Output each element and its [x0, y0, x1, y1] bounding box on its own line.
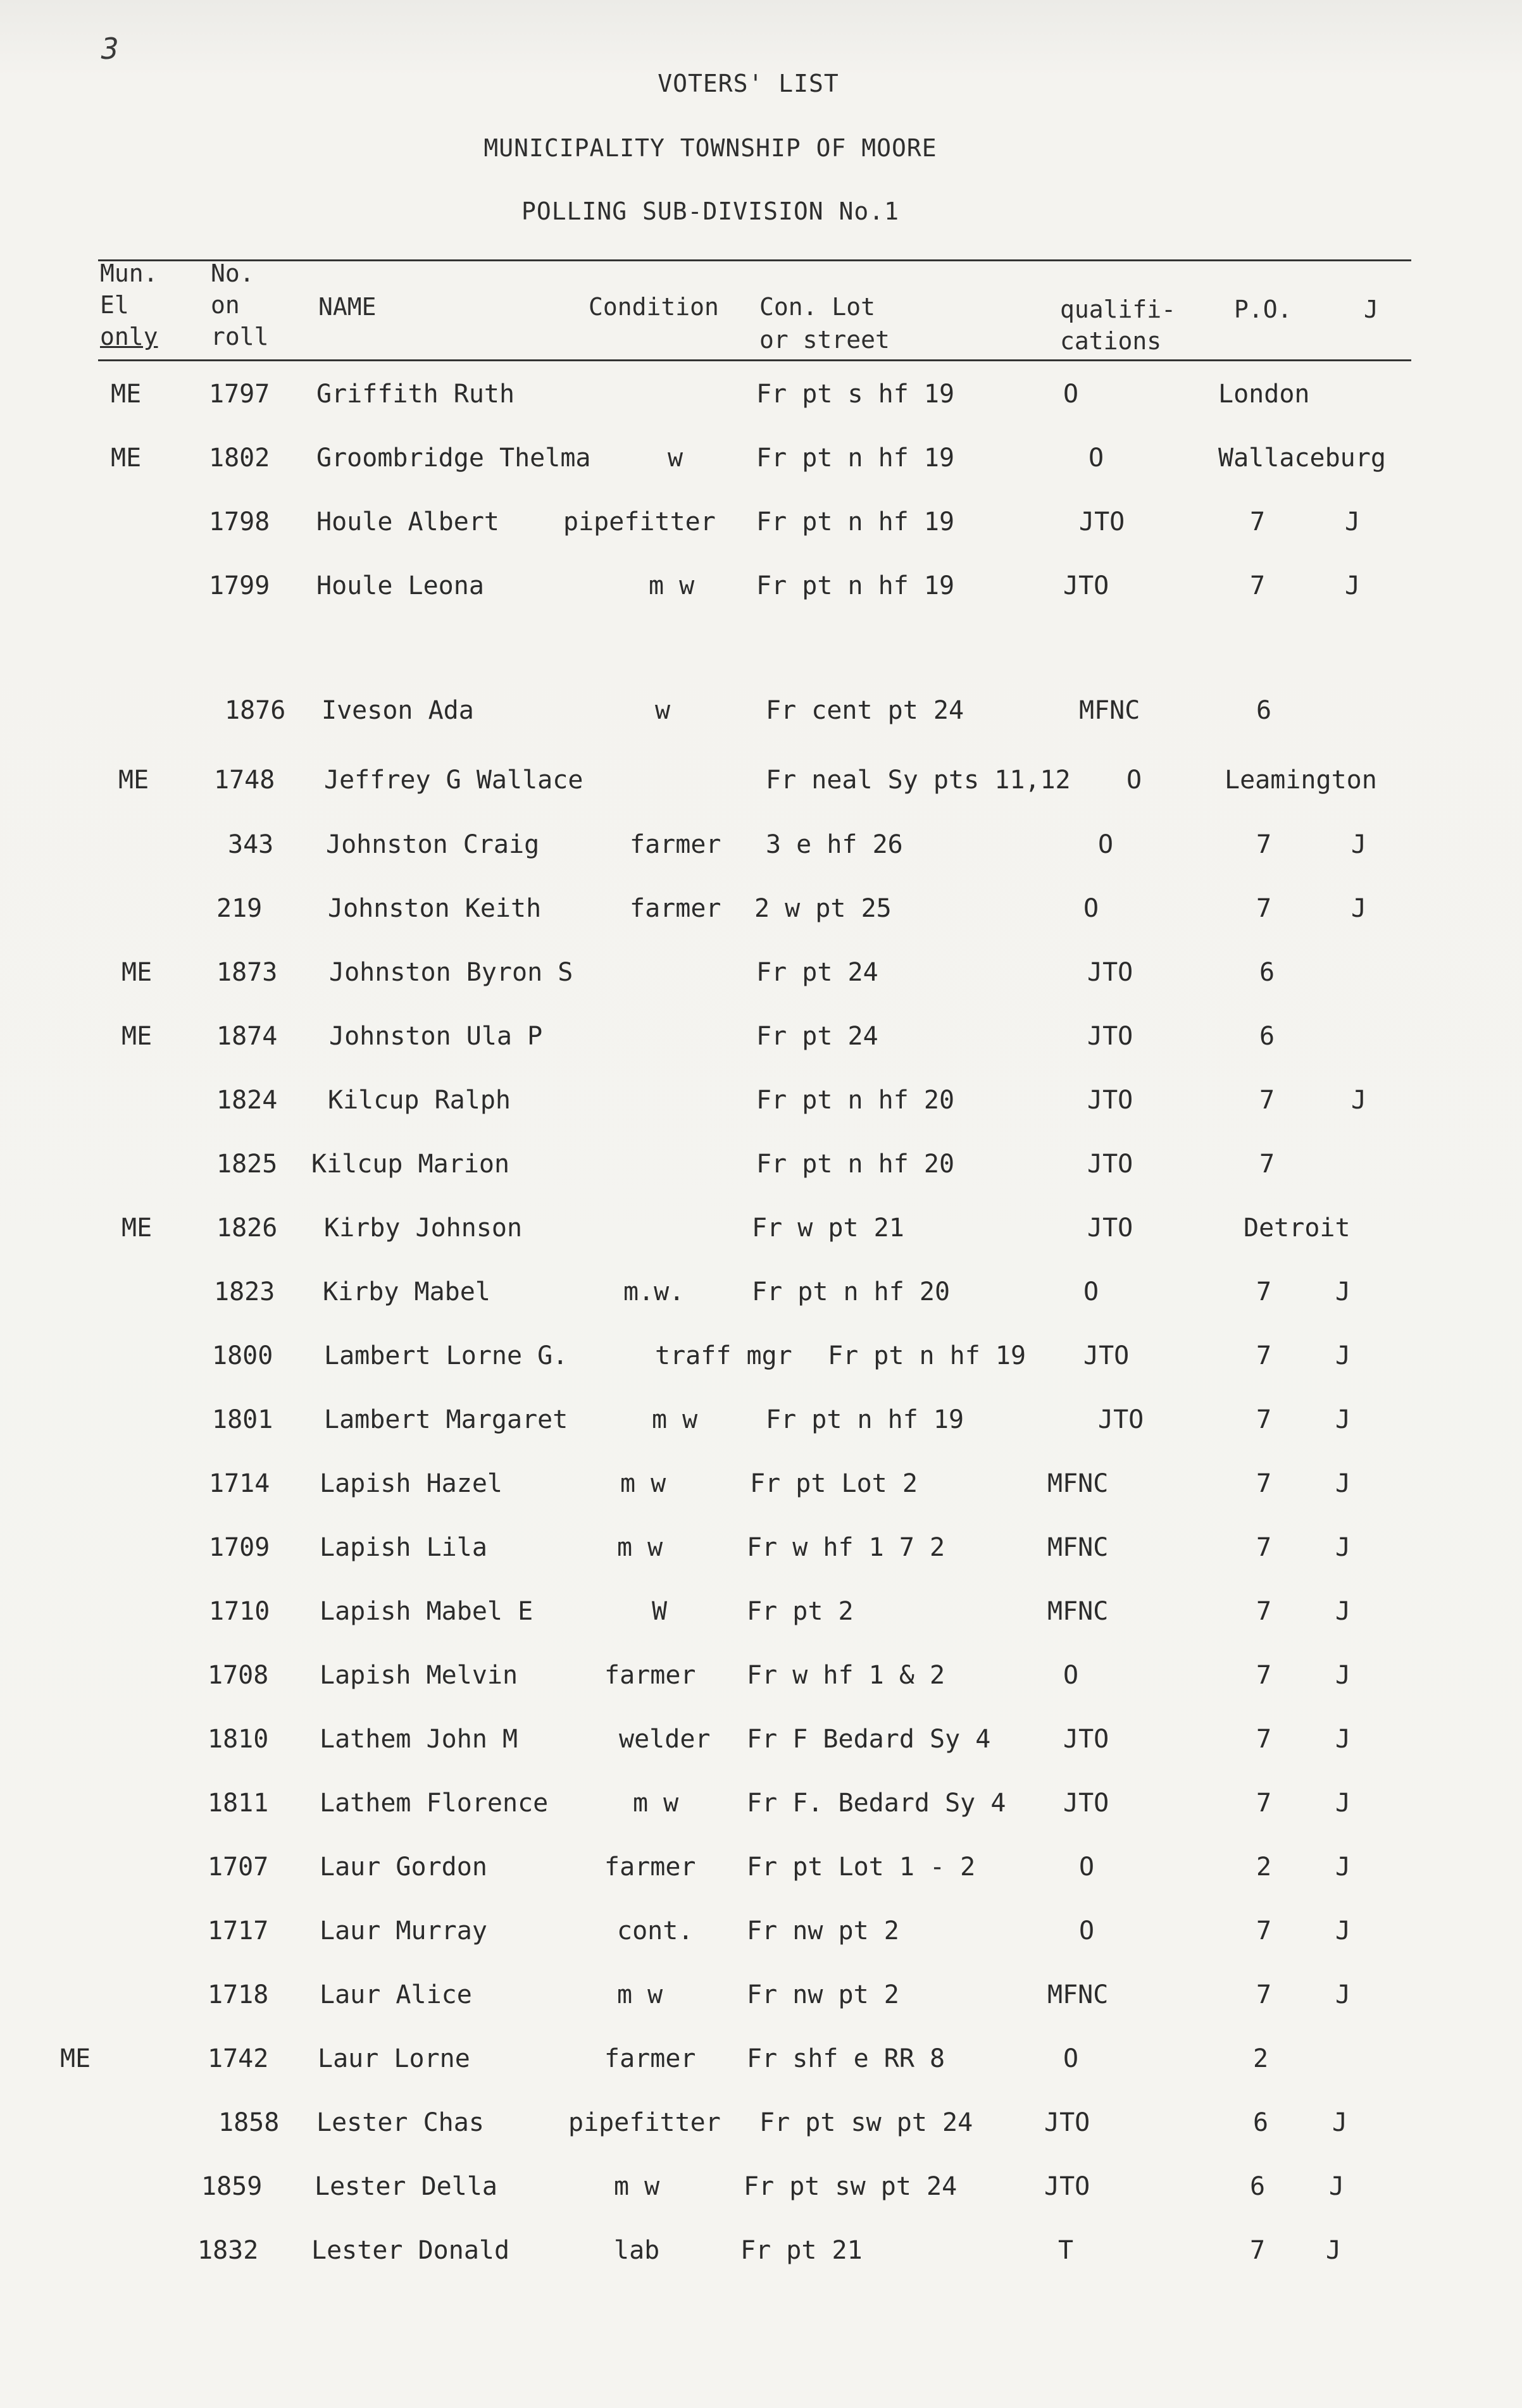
post-office-cell: 6	[1253, 2108, 1269, 2137]
name-cell: Lapish Lila	[320, 1533, 487, 1562]
lot-cell: Fr pt n hf 19	[756, 507, 955, 537]
header-bottom-rule	[98, 359, 1411, 361]
name-cell: Kilcup Marion	[311, 1150, 510, 1179]
name-cell: Laur Murray	[320, 1916, 487, 1946]
j-cell: J	[1335, 1725, 1351, 1754]
j-cell: J	[1335, 1597, 1351, 1626]
lot-cell: Fr pt 2	[747, 1597, 854, 1626]
post-office-cell: 7	[1256, 1597, 1272, 1626]
lot-cell: Fr w hf 1 & 2	[747, 1661, 945, 1690]
me-cell: ME	[111, 380, 142, 409]
j-cell: J	[1335, 1469, 1351, 1498]
name-cell: Lapish Mabel E	[320, 1597, 533, 1626]
lot-cell: Fr pt s hf 19	[756, 380, 955, 409]
condition-cell: m w	[633, 1789, 679, 1818]
roll-number-cell: 1802	[209, 444, 270, 473]
name-cell: Houle Albert	[316, 507, 499, 537]
roll-number-cell: 1823	[214, 1277, 275, 1306]
name-cell: Lester Donald	[311, 2236, 510, 2265]
post-office-cell: 7	[1256, 894, 1272, 923]
header-qual-line1: qualifi-	[1060, 295, 1176, 323]
post-office-cell: 2	[1256, 1853, 1272, 1882]
title-voters-list: VOTERS' LIST	[658, 70, 839, 97]
qualification-cell: O	[1079, 1916, 1095, 1946]
name-cell: Lathem Florence	[320, 1789, 549, 1818]
lot-cell: Fr pt Lot 1 - 2	[747, 1853, 976, 1882]
qualification-cell: JTO	[1063, 1789, 1109, 1818]
qualification-cell: JTO	[1044, 2172, 1090, 2201]
post-office-cell: Wallaceburg	[1218, 444, 1386, 473]
j-cell: J	[1351, 1086, 1367, 1115]
lot-cell: Fr nw pt 2	[747, 1980, 899, 2009]
post-office-cell: 7	[1256, 1277, 1272, 1306]
table-row	[0, 958, 1522, 1015]
lot-cell: 2 w pt 25	[754, 894, 892, 923]
table-row	[0, 2108, 1522, 2165]
name-cell: Kilcup Ralph	[328, 1086, 511, 1115]
table-row	[0, 1150, 1522, 1207]
condition-cell: m.w.	[623, 1277, 685, 1306]
name-cell: Lathem John M	[320, 1725, 518, 1754]
me-cell: ME	[122, 1022, 153, 1051]
condition-cell: lab	[614, 2236, 660, 2265]
header-no-line1: No.	[211, 259, 254, 287]
roll-number-cell: 1742	[208, 2044, 269, 2073]
post-office-cell: 7	[1259, 1086, 1275, 1115]
qualification-cell: JTO	[1044, 2108, 1090, 2137]
lot-cell: Fr F. Bedard Sy 4	[747, 1789, 1006, 1818]
j-cell: J	[1329, 2172, 1345, 2201]
roll-number-cell: 1873	[216, 958, 278, 987]
roll-number-cell: 1826	[216, 1213, 278, 1243]
table-row	[0, 696, 1522, 753]
lot-cell: Fr F Bedard Sy 4	[747, 1725, 991, 1754]
condition-cell: m w	[614, 2172, 660, 2201]
lot-cell: 3 e hf 26	[766, 830, 903, 859]
qualification-cell: MFNC	[1047, 1980, 1109, 2009]
lot-cell: Fr pt n hf 19	[828, 1341, 1026, 1370]
j-cell: J	[1351, 894, 1367, 923]
table-row	[0, 1853, 1522, 1909]
j-cell: J	[1335, 1533, 1351, 1562]
post-office-cell: 7	[1256, 1533, 1272, 1562]
name-cell: Laur Lorne	[318, 2044, 470, 2073]
roll-number-cell: 1714	[209, 1469, 270, 1498]
roll-number-cell: 1799	[209, 571, 270, 600]
j-cell: J	[1326, 2236, 1342, 2265]
post-office-cell: Leamington	[1225, 766, 1377, 795]
qualification-cell: O	[1098, 830, 1114, 859]
post-office-cell: 6	[1250, 2172, 1266, 2201]
table-row	[0, 1086, 1522, 1143]
post-office-cell: 7	[1250, 571, 1266, 600]
header-lot-line1: Con. Lot	[759, 293, 876, 321]
header-no-line3: roll	[211, 323, 269, 351]
condition-cell: farmer	[604, 1853, 696, 1882]
table-row	[0, 1341, 1522, 1398]
condition-cell: pipefitter	[563, 507, 716, 537]
post-office-cell: 7	[1256, 1405, 1272, 1434]
table-row	[0, 1533, 1522, 1590]
qualification-cell: O	[1083, 894, 1099, 923]
condition-cell: farmer	[604, 1661, 696, 1690]
name-cell: Lapish Melvin	[320, 1661, 518, 1690]
header-no-line2: on	[211, 291, 240, 319]
qualification-cell: MFNC	[1047, 1469, 1109, 1498]
condition-cell: pipefitter	[568, 2108, 721, 2137]
condition-cell: cont.	[617, 1916, 694, 1946]
roll-number-cell: 1832	[197, 2236, 259, 2265]
table-row	[0, 1213, 1522, 1270]
qualification-cell: T	[1058, 2236, 1074, 2265]
table-row	[0, 507, 1522, 564]
condition-cell: farmer	[630, 830, 721, 859]
j-cell: J	[1345, 571, 1361, 600]
table-row	[0, 571, 1522, 628]
name-cell: Iveson Ada	[321, 696, 474, 725]
table-row	[0, 1661, 1522, 1718]
name-cell: Johnston Craig	[326, 830, 540, 859]
j-cell: J	[1335, 1853, 1351, 1882]
qualification-cell: JTO	[1063, 1725, 1109, 1754]
post-office-cell: 6	[1256, 696, 1272, 725]
roll-number-cell: 1718	[208, 1980, 269, 2009]
name-cell: Johnston Keith	[328, 894, 542, 923]
qualification-cell: O	[1063, 2044, 1079, 2073]
condition-cell: welder	[619, 1725, 711, 1754]
table-row	[0, 1405, 1522, 1462]
j-cell: J	[1335, 1277, 1351, 1306]
me-cell: ME	[122, 958, 153, 987]
table-row	[0, 830, 1522, 887]
j-cell: J	[1335, 1789, 1351, 1818]
qualification-cell: JTO	[1087, 1213, 1133, 1243]
lot-cell: Fr pt n hf 19	[756, 571, 955, 600]
lot-cell: Fr pt sw pt 24	[759, 2108, 973, 2137]
qualification-cell: JTO	[1087, 1022, 1133, 1051]
roll-number-cell: 219	[216, 894, 263, 923]
lot-cell: Fr w hf 1 7 2	[747, 1533, 945, 1562]
table-row	[0, 2044, 1522, 2101]
header-top-rule	[98, 259, 1411, 261]
j-cell: J	[1335, 1980, 1351, 2009]
table-row	[0, 1022, 1522, 1079]
table-row	[0, 1789, 1522, 1846]
qualification-cell: O	[1063, 380, 1079, 409]
roll-number-cell: 1710	[209, 1597, 270, 1626]
post-office-cell: 7	[1256, 1980, 1272, 2009]
me-cell: ME	[118, 766, 149, 795]
qualification-cell: JTO	[1087, 1150, 1133, 1179]
name-cell: Johnston Ula P	[329, 1022, 543, 1051]
roll-number-cell: 1798	[209, 507, 270, 537]
post-office-cell: 7	[1250, 507, 1266, 537]
lot-cell: Fr pt n hf 19	[766, 1405, 964, 1434]
roll-number-cell: 1709	[209, 1533, 270, 1562]
lot-cell: Fr pt sw pt 24	[744, 2172, 957, 2201]
post-office-cell: Detroit	[1244, 1213, 1350, 1243]
condition-cell: m w	[649, 571, 695, 600]
roll-number-cell: 1717	[208, 1916, 269, 1946]
header-lot-line2: or street	[759, 326, 890, 354]
roll-number-cell: 1825	[216, 1150, 278, 1179]
roll-number-cell: 1811	[208, 1789, 269, 1818]
post-office-cell: 2	[1253, 2044, 1269, 2073]
j-cell: J	[1335, 1661, 1351, 1690]
post-office-cell: 7	[1256, 830, 1272, 859]
qualification-cell: O	[1079, 1853, 1095, 1882]
post-office-cell: 7	[1256, 1789, 1272, 1818]
qualification-cell: JTO	[1087, 958, 1133, 987]
roll-number-cell: 1708	[208, 1661, 269, 1690]
lot-cell: Fr pt 24	[756, 1022, 878, 1051]
condition-cell: w	[668, 444, 683, 473]
roll-number-cell: 1859	[201, 2172, 263, 2201]
condition-cell: farmer	[604, 2044, 696, 2073]
j-cell: J	[1345, 507, 1361, 537]
name-cell: Groombridge Thelma	[316, 444, 591, 473]
post-office-cell: 7	[1256, 1916, 1272, 1946]
qualification-cell: JTO	[1063, 571, 1109, 600]
table-row	[0, 1277, 1522, 1334]
j-cell: J	[1335, 1341, 1351, 1370]
lot-cell: Fr pt 24	[756, 958, 878, 987]
name-cell: Kirby Mabel	[323, 1277, 490, 1306]
table-row	[0, 894, 1522, 951]
roll-number-cell: 1858	[218, 2108, 280, 2137]
qualification-cell: MFNC	[1079, 696, 1140, 725]
table-row	[0, 380, 1522, 437]
qualification-cell: MFNC	[1047, 1597, 1109, 1626]
name-cell: Lambert Lorne G.	[324, 1341, 568, 1370]
header-name: NAME	[318, 293, 377, 321]
j-cell: J	[1335, 1405, 1351, 1434]
qualification-cell: JTO	[1087, 1086, 1133, 1115]
lot-cell: Fr pt n hf 20	[756, 1150, 955, 1179]
j-cell: J	[1351, 830, 1367, 859]
header-po: P.O.	[1234, 295, 1292, 323]
name-cell: Jeffrey G Wallace	[324, 766, 583, 795]
post-office-cell: 7	[1256, 1469, 1272, 1498]
me-cell: ME	[60, 2044, 91, 2073]
lot-cell: Fr pt Lot 2	[750, 1469, 918, 1498]
name-cell: Lambert Margaret	[324, 1405, 568, 1434]
name-cell: Houle Leona	[316, 571, 484, 600]
header-mun-line3: only	[100, 323, 158, 351]
post-office-cell: 7	[1256, 1725, 1272, 1754]
table-row	[0, 1469, 1522, 1526]
post-office-cell: London	[1218, 380, 1310, 409]
lot-cell: Fr cent pt 24	[766, 696, 964, 725]
name-cell: Griffith Ruth	[316, 380, 515, 409]
roll-number-cell: 1824	[216, 1086, 278, 1115]
name-cell: Johnston Byron S	[329, 958, 573, 987]
me-cell: ME	[111, 444, 142, 473]
table-row	[0, 766, 1522, 822]
lot-cell: Fr pt n hf 20	[756, 1086, 955, 1115]
qualification-cell: O	[1063, 1661, 1079, 1690]
roll-number-cell: 1707	[208, 1853, 269, 1882]
table-row	[0, 1916, 1522, 1973]
lot-cell: Fr neal Sy pts 11,12	[766, 766, 1071, 795]
j-cell: J	[1332, 2108, 1348, 2137]
header-mun-line1: Mun.	[100, 259, 158, 287]
table-row	[0, 1597, 1522, 1654]
condition-cell: farmer	[630, 894, 721, 923]
roll-number-cell: 1876	[225, 696, 286, 725]
name-cell: Laur Gordon	[320, 1853, 487, 1882]
header-condition: Condition	[589, 293, 719, 321]
name-cell: Lester Chas	[316, 2108, 484, 2137]
qualification-cell: O	[1126, 766, 1142, 795]
header-j: J	[1364, 295, 1378, 323]
name-cell: Kirby Johnson	[324, 1213, 523, 1243]
lot-cell: Fr nw pt 2	[747, 1916, 899, 1946]
post-office-cell: 6	[1259, 1022, 1275, 1051]
roll-number-cell: 1874	[216, 1022, 278, 1051]
lot-cell: Fr pt 21	[740, 2236, 863, 2265]
condition-cell: w	[655, 696, 671, 725]
lot-cell: Fr shf e RR 8	[747, 2044, 945, 2073]
post-office-cell: 7	[1259, 1150, 1275, 1179]
table-row	[0, 444, 1522, 500]
header-qual-line2: cations	[1060, 327, 1162, 355]
qualification-cell: O	[1088, 444, 1104, 473]
me-cell: ME	[122, 1213, 153, 1243]
condition-cell: W	[652, 1597, 668, 1626]
page-number: 3	[101, 32, 119, 66]
qualification-cell: JTO	[1079, 507, 1125, 537]
table-row	[0, 1725, 1522, 1782]
condition-cell: m w	[652, 1405, 698, 1434]
post-office-cell: 6	[1259, 958, 1275, 987]
name-cell: Lapish Hazel	[320, 1469, 502, 1498]
name-cell: Laur Alice	[320, 1980, 472, 2009]
table-row	[0, 2172, 1522, 2229]
roll-number-cell: 1797	[209, 380, 270, 409]
lot-cell: Fr pt n hf 20	[752, 1277, 951, 1306]
header-mun-line2: El	[100, 291, 129, 319]
qualification-cell: O	[1083, 1277, 1099, 1306]
roll-number-cell: 1748	[214, 766, 275, 795]
condition-cell: m w	[617, 1980, 663, 2009]
qualification-cell: MFNC	[1047, 1533, 1109, 1562]
qualification-cell: JTO	[1083, 1341, 1130, 1370]
title-polling-subdivision: POLLING SUB-DIVISION No.1	[521, 197, 899, 225]
table-row	[0, 2236, 1522, 2293]
roll-number-cell: 1800	[212, 1341, 273, 1370]
title-municipality: MUNICIPALITY TOWNSHIP OF MOORE	[483, 134, 937, 162]
post-office-cell: 7	[1256, 1341, 1272, 1370]
condition-cell: m w	[617, 1533, 663, 1562]
condition-cell: m w	[620, 1469, 666, 1498]
post-office-cell: 7	[1250, 2236, 1266, 2265]
roll-number-cell: 343	[228, 830, 274, 859]
j-cell: J	[1335, 1916, 1351, 1946]
lot-cell: Fr pt n hf 19	[756, 444, 955, 473]
qualification-cell: JTO	[1098, 1405, 1144, 1434]
name-cell: Lester Della	[315, 2172, 497, 2201]
condition-cell: traff mgr	[655, 1341, 792, 1370]
table-row	[0, 1980, 1522, 2037]
lot-cell: Fr w pt 21	[752, 1213, 904, 1243]
post-office-cell: 7	[1256, 1661, 1272, 1690]
roll-number-cell: 1810	[208, 1725, 269, 1754]
roll-number-cell: 1801	[212, 1405, 273, 1434]
